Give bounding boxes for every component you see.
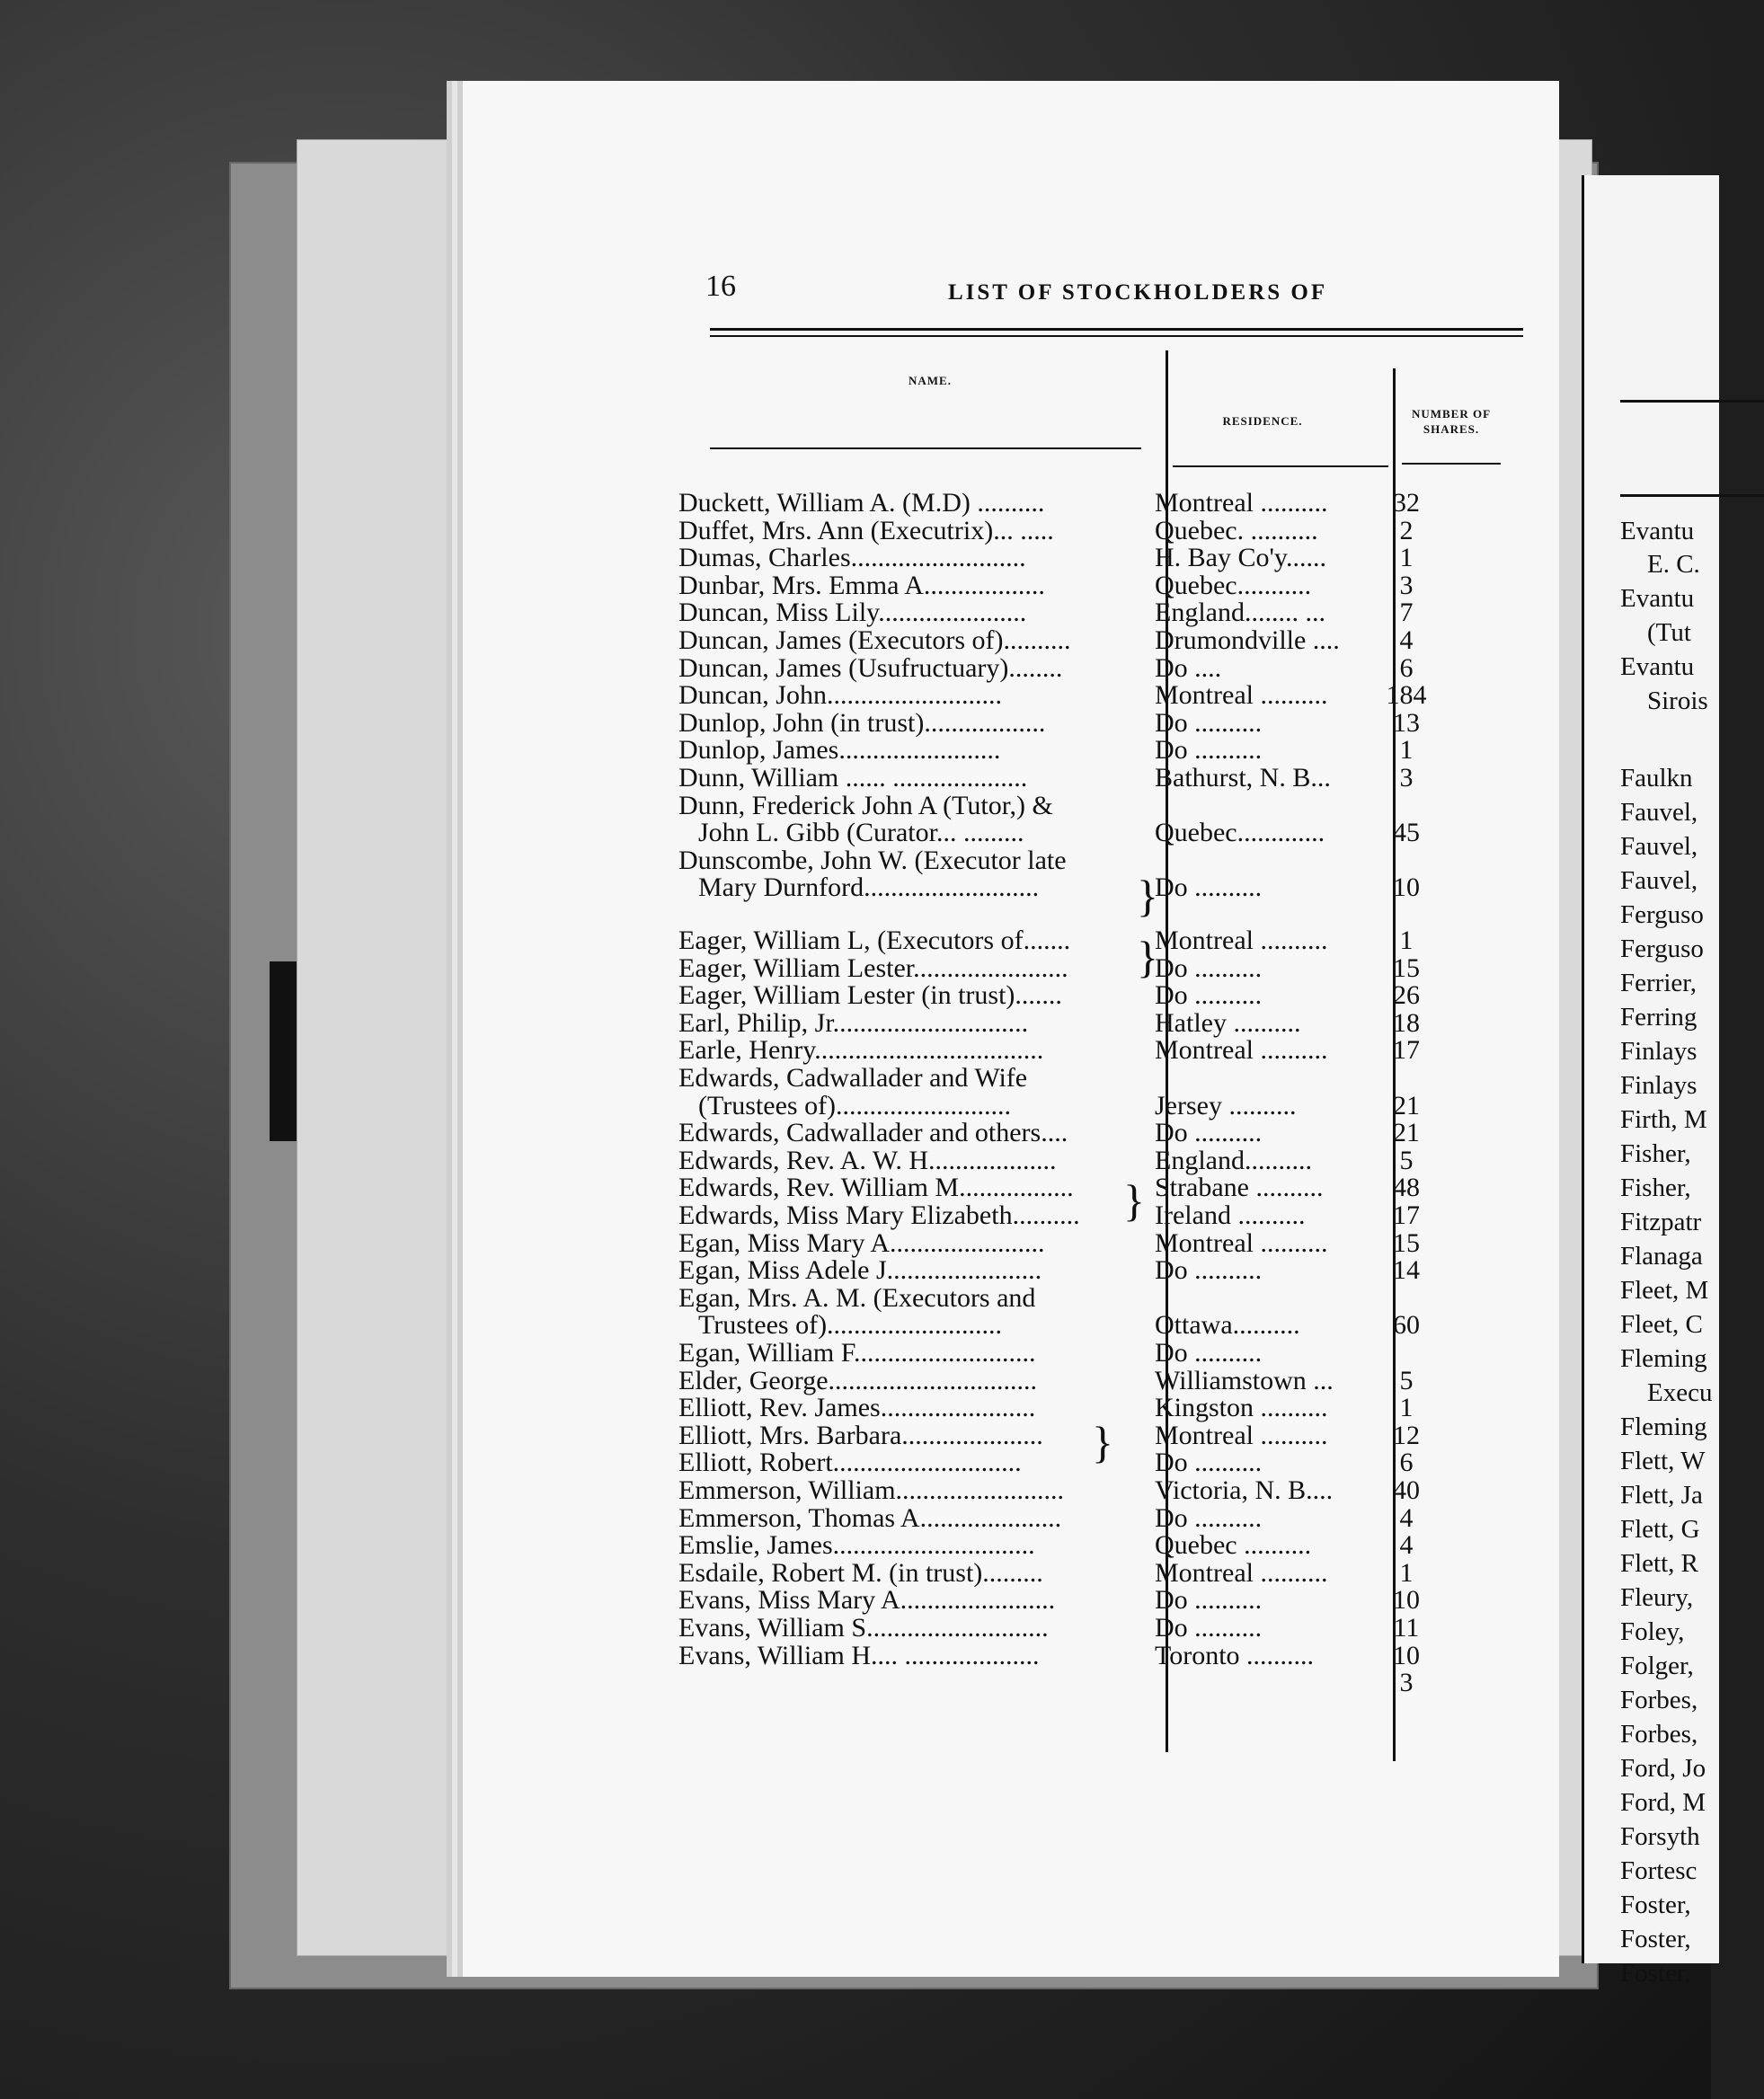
facing-page-line: Fleury,	[1620, 1583, 1694, 1612]
stockholder-shares: 15	[1393, 1227, 1420, 1258]
facing-page-line: Ferguso	[1620, 900, 1704, 929]
stockholder-shares: 3	[1399, 570, 1414, 600]
page-number: 16	[705, 270, 736, 303]
stockholder-name: Emslie, James..............................	[678, 1530, 1035, 1561]
stockholder-name: Dunlop, James........................	[678, 735, 1001, 766]
stockholder-residence: Ireland ..........	[1155, 1200, 1306, 1230]
stockholder-name: Elliott, Mrs. Barbara.....................	[678, 1420, 1043, 1450]
brace: }	[1137, 871, 1158, 921]
stockholder-residence: England........ ...	[1155, 598, 1325, 628]
stockholder-shares: 2	[1399, 515, 1414, 545]
stockholder-residence: Do ..........	[1155, 952, 1263, 983]
stockholder-shares: 1	[1399, 926, 1414, 955]
facing-page-line: Evantu	[1620, 517, 1695, 545]
facing-page-line: Foley,	[1620, 1617, 1685, 1646]
stockholder-name: Trustees of)..........................	[698, 1310, 1003, 1341]
column-header-name: NAME.	[909, 374, 952, 387]
stockholder-residence: Montreal ..........	[1155, 1420, 1328, 1450]
facing-page-line: Fitzpatr	[1620, 1208, 1702, 1236]
facing-page-line: Flett, G	[1620, 1515, 1700, 1544]
stockholder-name: Earle, Henry..................................	[678, 1035, 1044, 1066]
facing-page-line: E. C.	[1647, 550, 1700, 579]
facing-page-line: Flett, R	[1620, 1549, 1699, 1578]
stockholder-residence: Do ..........	[1155, 872, 1263, 903]
header-rule	[710, 328, 1523, 331]
stockholder-residence: Victoria, N. B....	[1155, 1475, 1334, 1505]
stockholder-residence: Do ..........	[1155, 1448, 1263, 1478]
stockholder-name: Esdaile, Robert M. (in trust).........	[678, 1557, 1043, 1588]
stockholder-residence: England..........	[1155, 1145, 1312, 1175]
document-page	[463, 81, 1559, 1977]
stockholder-shares: 48	[1393, 1173, 1420, 1203]
facing-page-rule	[1620, 494, 1764, 497]
running-head: LIST OF STOCKHOLDERS OF	[948, 280, 1328, 305]
facing-page-line: Fleming	[1620, 1344, 1707, 1373]
stockholder-name: Egan, William F...........................	[678, 1338, 1036, 1368]
facing-page-line: Flanaga	[1620, 1242, 1703, 1271]
stockholder-residence: Do ..........	[1155, 1118, 1263, 1148]
stockholder-shares: 1	[1399, 735, 1414, 766]
facing-page-line: Ferring	[1620, 1003, 1698, 1032]
stockholder-shares: 6	[1399, 1448, 1414, 1478]
stockholder-residence: Williamstown ...	[1155, 1365, 1334, 1395]
column-header-residence: RESIDENCE.	[1222, 414, 1303, 428]
stockholder-name: Dunn, Frederick John A (Tutor,) &	[678, 790, 1053, 820]
facing-page-line: Execu	[1647, 1378, 1713, 1407]
stockholder-name: Duffet, Mrs. Ann (Executrix)... .....	[678, 515, 1054, 545]
stockholder-name: Eager, William Lester.......................	[678, 952, 1068, 983]
stockholder-name: Evans, William S...........................	[678, 1613, 1049, 1643]
stockholder-shares: 4	[1399, 1530, 1414, 1561]
stockholder-shares: 17	[1393, 1200, 1420, 1230]
stockholder-residence: Do ..........	[1155, 707, 1263, 738]
facing-page-line: Fleet, M	[1620, 1276, 1709, 1305]
facing-page-line: (Tut	[1647, 618, 1691, 647]
stockholder-name: Elder, George...............................	[678, 1365, 1038, 1395]
stockholder-name: Dunn, William ...... ....................	[678, 763, 1028, 793]
stockholder-name: Emmerson, Thomas A.....................	[678, 1502, 1062, 1533]
shares-column-rule	[1402, 463, 1501, 465]
stockholder-name: Egan, Miss Mary A.......................	[678, 1227, 1045, 1258]
facing-page-line: Forbes,	[1620, 1720, 1698, 1749]
facing-page-line: Ferguso	[1620, 934, 1704, 963]
stockholder-shares: 10	[1393, 872, 1420, 903]
stockholder-shares: 10	[1393, 1640, 1420, 1670]
facing-page-line: Foster,	[1620, 1959, 1691, 1988]
facing-page-line: Faulkn	[1620, 764, 1693, 793]
facing-page-line: Folger,	[1620, 1652, 1694, 1680]
stockholder-residence: Do ..........	[1155, 1613, 1263, 1643]
stockholder-name: Duncan, James (Executors of)..........	[678, 625, 1071, 655]
stockholder-residence: Ottawa..........	[1155, 1310, 1300, 1341]
stockholder-name: Dumas, Charles..........................	[678, 543, 1026, 573]
stockholder-shares: 1	[1399, 1557, 1414, 1588]
stockholder-residence: Montreal ..........	[1155, 1557, 1328, 1588]
stockholder-shares: 60	[1393, 1310, 1420, 1341]
stockholder-name: Edwards, Rev. William M.................	[678, 1173, 1074, 1203]
stockholder-residence: Toronto ..........	[1155, 1640, 1315, 1670]
stockholder-shares: 7	[1399, 598, 1414, 628]
stockholder-residence: Do ..........	[1155, 980, 1263, 1011]
facing-page-line: Fleet, C	[1620, 1310, 1703, 1339]
stockholder-shares: 17	[1393, 1035, 1420, 1066]
stockholder-residence: Do ....	[1155, 652, 1222, 683]
stockholder-residence: Do ..........	[1155, 735, 1263, 766]
stockholder-shares: 5	[1399, 1145, 1414, 1175]
facing-page-line: Fisher,	[1620, 1139, 1691, 1168]
stockholder-name: Duckett, William A. (M.D) ..........	[678, 488, 1045, 518]
stockholder-shares: 1	[1399, 543, 1414, 573]
stockholder-shares: 1	[1399, 1393, 1414, 1423]
stockholder-residence: Montreal ..........	[1155, 1035, 1328, 1066]
stockholder-name: John L. Gibb (Curator... .........	[698, 818, 1024, 848]
stockholder-name: Edwards, Miss Mary Elizabeth..........	[678, 1200, 1080, 1230]
stockholder-residence: Montreal ..........	[1155, 1227, 1328, 1258]
stockholder-name: Emmerson, William.........................	[678, 1475, 1065, 1505]
facing-page-line: Fisher,	[1620, 1173, 1691, 1202]
stockholder-shares: 3	[1399, 763, 1414, 793]
stockholder-shares: 6	[1399, 652, 1414, 683]
stockholder-name: Evans, William H.... ....................	[678, 1640, 1040, 1670]
header-rule-thin	[710, 335, 1523, 337]
stockholder-name: Edwards, Cadwallader and others....	[678, 1118, 1068, 1148]
stockholder-name: Egan, Mrs. A. M. (Executors and	[678, 1282, 1036, 1313]
facing-page-line: Forbes,	[1620, 1686, 1698, 1714]
stockholder-residence: Quebec.............	[1155, 818, 1325, 848]
stockholder-residence: Quebec. ..........	[1155, 515, 1318, 545]
stockholder-residence: Do ..........	[1155, 1585, 1263, 1616]
stockholder-shares: 3	[1399, 1668, 1414, 1698]
name-column-rule	[710, 447, 1141, 449]
stockholder-residence: Jersey ..........	[1155, 1090, 1297, 1120]
facing-page-line: Sirois	[1647, 686, 1708, 715]
stockholder-residence: Strabane ..........	[1155, 1173, 1324, 1203]
stockholder-shares: 5	[1399, 1365, 1414, 1395]
stockholder-shares: 12	[1393, 1420, 1420, 1450]
stockholder-residence: Do ..........	[1155, 1502, 1263, 1533]
facing-page-line: Fleming	[1620, 1413, 1707, 1441]
stockholder-name: Duncan, John..........................	[678, 680, 1002, 711]
facing-page-rule	[1620, 400, 1764, 403]
facing-page-line: Foster,	[1620, 1925, 1691, 1953]
stockholder-residence: Quebec...........	[1155, 570, 1312, 600]
facing-page-line: Ford, M	[1620, 1788, 1706, 1817]
facing-page-line: Fauvel,	[1620, 798, 1698, 827]
stockholder-shares: 11	[1393, 1613, 1420, 1643]
stockholder-residence: Do ..........	[1155, 1338, 1263, 1368]
stockholder-shares: 14	[1393, 1255, 1420, 1286]
facing-page-line: Fauvel,	[1620, 832, 1698, 861]
stockholder-shares: 40	[1393, 1475, 1420, 1505]
stockholder-shares: 15	[1393, 952, 1420, 983]
facing-page-line: Ford, Jo	[1620, 1754, 1706, 1783]
stockholder-name: Eager, William Lester (in trust).......	[678, 980, 1062, 1011]
stockholder-shares: 21	[1393, 1090, 1420, 1120]
stockholder-name: Duncan, Miss Lily......................	[678, 598, 1027, 628]
brace: }	[1123, 1175, 1145, 1226]
stockholder-shares: 184	[1386, 680, 1427, 711]
stockholder-residence: H. Bay Co'y......	[1155, 543, 1326, 573]
brace: }	[1137, 932, 1158, 982]
facing-page-line: Evantu	[1620, 652, 1695, 681]
stockholder-name: Evans, Miss Mary A.......................	[678, 1585, 1056, 1616]
stockholder-residence: Drumondville ....	[1155, 625, 1340, 655]
facing-page-line: Finlays	[1620, 1037, 1698, 1066]
stockholder-residence: Do ..........	[1155, 1255, 1263, 1286]
stockholder-name: (Trustees of)..........................	[698, 1090, 1012, 1120]
binding-shadow	[270, 961, 297, 1141]
stockholder-shares: 21	[1393, 1118, 1420, 1148]
facing-page-line: Fauvel,	[1620, 866, 1698, 895]
stockholder-shares: 13	[1393, 707, 1420, 738]
stockholder-name: Duncan, James (Usufructuary)........	[678, 652, 1063, 683]
stockholder-shares: 32	[1393, 488, 1420, 518]
residence-column-rule	[1173, 465, 1388, 467]
stockholder-name: Dunlop, John (in trust)..................	[678, 707, 1046, 738]
facing-page-line: Ferrier,	[1620, 969, 1697, 997]
stockholder-shares: 10	[1393, 1585, 1420, 1616]
stockholder-shares: 45	[1393, 818, 1420, 848]
stockholder-name: Edwards, Rev. A. W. H...................	[678, 1145, 1057, 1175]
column-header-shares: NUMBER OF SHARES.	[1411, 407, 1492, 436]
stockholder-name: Mary Durnford..........................	[698, 872, 1040, 903]
facing-page-line: Evantu	[1620, 584, 1695, 613]
stockholder-residence: Montreal ..........	[1155, 488, 1328, 518]
stockholder-shares: 4	[1399, 1502, 1414, 1533]
stockholder-residence: Hatley ..........	[1155, 1007, 1301, 1038]
stockholder-name: Dunbar, Mrs. Emma A..................	[678, 570, 1045, 600]
facing-page-line: Foster,	[1620, 1891, 1691, 1919]
facing-page-line: Finlays	[1620, 1071, 1698, 1100]
facing-page-line: Flett, Ja	[1620, 1481, 1703, 1510]
facing-page-line: Firth, M	[1620, 1105, 1707, 1134]
stockholder-residence: Kingston ..........	[1155, 1393, 1328, 1423]
facing-page-line: Forsyth	[1620, 1822, 1700, 1851]
stockholder-name: Elliott, Rev. James.......................	[678, 1393, 1036, 1423]
stockholder-residence: Montreal ..........	[1155, 926, 1328, 955]
stockholder-name: Egan, Miss Adele J.......................	[678, 1255, 1042, 1286]
facing-page-line: Flett, W	[1620, 1447, 1706, 1475]
stockholder-name: Eager, William L, (Executors of.......	[678, 926, 1071, 955]
stockholder-name: Earl, Philip, Jr.............................	[678, 1007, 1029, 1038]
stockholder-name: Dunscombe, John W. (Executor late	[678, 845, 1067, 875]
brace: }	[1092, 1417, 1113, 1467]
stockholder-shares: 18	[1393, 1007, 1420, 1038]
facing-page-line: Fortesc	[1620, 1856, 1698, 1885]
stockholder-shares: 26	[1393, 980, 1420, 1011]
stockholder-residence: Montreal ..........	[1155, 680, 1328, 711]
stockholder-residence: Bathurst, N. B...	[1155, 763, 1331, 793]
stockholder-residence: Quebec ..........	[1155, 1530, 1312, 1561]
stockholder-shares: 4	[1399, 625, 1414, 655]
stockholder-name: Elliott, Robert............................	[678, 1448, 1022, 1478]
facing-page	[1582, 175, 1719, 1988]
stockholder-name: Edwards, Cadwallader and Wife	[678, 1063, 1028, 1093]
